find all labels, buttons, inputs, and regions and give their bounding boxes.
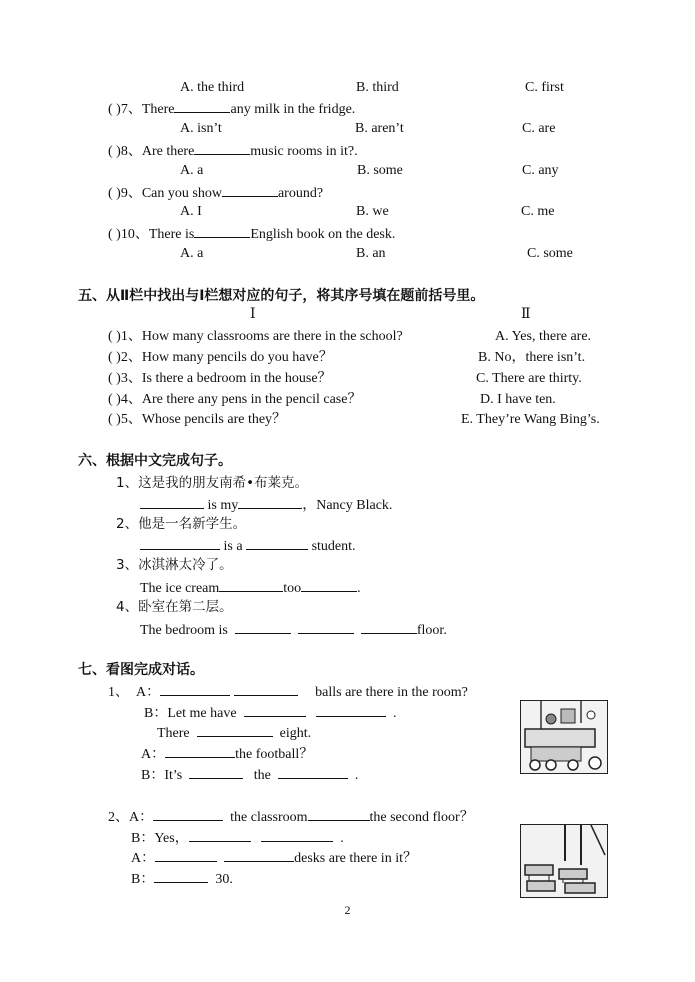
answer-blank xyxy=(155,848,217,862)
answer-blank xyxy=(234,682,298,696)
dialogue-2-line-4 xyxy=(131,869,233,889)
answer-blank xyxy=(244,703,306,717)
speaker-label: A： xyxy=(131,851,156,866)
q8-option-a: A. a xyxy=(180,163,204,178)
answer-parenthesis: ( ) xyxy=(108,227,121,242)
dialogue-1-line-3 xyxy=(157,723,311,743)
answer-parenthesis: ( ) xyxy=(108,144,121,159)
q9-option-b: B. we xyxy=(356,204,389,219)
q8-stem xyxy=(108,141,358,161)
room-with-balls-illustration xyxy=(520,700,608,774)
q8-option-c: C. any xyxy=(522,163,559,178)
q8-option-b: B. some xyxy=(357,163,403,178)
answer-blank xyxy=(197,723,273,737)
section-7-title: 七、看图完成对话。 xyxy=(78,662,204,678)
match-row-1-question xyxy=(108,328,403,346)
dialogue-text: . xyxy=(393,706,397,721)
match-row-4-question xyxy=(108,391,361,409)
match-row-5-answer: E. They’re Wang Bing’s. xyxy=(461,412,600,427)
answer-parenthesis: ( ) xyxy=(108,371,121,386)
match-row-2-question xyxy=(108,349,333,367)
match-row-1-answer: A. Yes, there are. xyxy=(495,329,592,344)
dialogue-number: 2、 xyxy=(108,810,129,825)
match-row-2-answer: B. No，there isn’t. xyxy=(478,350,586,365)
item-3-english xyxy=(140,578,361,598)
match-row-3-answer: C. There are thirty. xyxy=(476,371,582,386)
stem-text: any milk in the fridge. xyxy=(230,102,356,117)
classroom-desks-illustration xyxy=(520,824,608,898)
stem-text: Can you show xyxy=(141,186,222,201)
dialogue-text: eight. xyxy=(279,726,312,741)
q6-option-c: C. first xyxy=(525,80,564,95)
speaker-label: B： xyxy=(144,706,168,721)
answer-blank xyxy=(278,765,348,779)
dialogue-2-line-3 xyxy=(131,848,417,868)
page-number: 2 xyxy=(344,903,351,917)
answer-parenthesis: ( ) xyxy=(108,392,121,407)
answer-blank xyxy=(361,620,417,634)
answer-blank xyxy=(160,682,230,696)
dialogue-text: Let me have xyxy=(167,706,237,721)
q6-option-b: B. third xyxy=(356,80,399,95)
stem-text: music rooms in it?. xyxy=(250,144,358,159)
sentence-text: floor. xyxy=(416,623,447,638)
answer-blank xyxy=(316,703,386,717)
question-text: 2、How many pencils do you have？ xyxy=(120,350,333,365)
item-4-english xyxy=(140,620,447,640)
dialogue-1-line-4 xyxy=(141,744,313,764)
dialogue-text: the second floor？ xyxy=(369,810,474,825)
item-3-chinese: 3、冰淇淋太冷了。 xyxy=(116,557,233,573)
speaker-label: A： xyxy=(141,747,166,762)
answer-blank xyxy=(154,869,208,883)
q9-stem xyxy=(108,183,323,203)
answer-blank xyxy=(261,828,333,842)
q10-option-b: B. an xyxy=(356,246,386,261)
question-text: 4、Are there any pens in the pencil case？ xyxy=(120,392,362,407)
answer-blank xyxy=(235,620,291,634)
question-number: 9、 xyxy=(120,186,142,201)
dialogue-text: Yes， xyxy=(154,831,189,846)
answer-blank xyxy=(140,536,220,550)
sentence-text: too xyxy=(283,581,302,596)
answer-blank xyxy=(194,224,250,238)
question-number: 7、 xyxy=(120,102,142,117)
stem-text: English book on the desk. xyxy=(250,227,396,242)
stem-text: around? xyxy=(277,186,324,201)
speaker-label: B： xyxy=(131,872,155,887)
question-text: 3、Is there a bedroom in the house？ xyxy=(120,371,332,386)
dialogue-1-line-5 xyxy=(141,765,358,785)
question-text: 1、How many classrooms are there in the school? xyxy=(120,329,403,344)
q10-stem xyxy=(108,224,395,244)
section-5-title: 五、从Ⅱ栏中找出与Ⅰ栏想对应的句子，将其序号填在题前括号里。 xyxy=(78,288,485,304)
speaker-label: B： xyxy=(131,831,155,846)
answer-blank xyxy=(238,495,302,509)
dialogue-1-line-2 xyxy=(144,703,397,723)
column-2-header: Ⅱ xyxy=(521,307,531,322)
dialogue-text: the football？ xyxy=(235,747,314,762)
answer-blank xyxy=(298,620,354,634)
dialogue-2-line-2 xyxy=(131,828,344,848)
sentence-text: ，Nancy Black. xyxy=(302,498,393,513)
q7-stem xyxy=(108,99,355,119)
item-2-chinese: 2、他是一名新学生。 xyxy=(116,516,247,532)
dialogue-text: the xyxy=(253,768,271,783)
answer-blank xyxy=(308,807,370,821)
item-4-chinese: 4、卧室在第二层。 xyxy=(116,599,233,615)
answer-blank xyxy=(222,183,278,197)
q7-option-a: A. isn’t xyxy=(180,121,222,136)
dialogue-text: . xyxy=(340,831,344,846)
dialogue-text: It’s xyxy=(164,768,183,783)
match-row-5-question xyxy=(108,411,286,429)
answer-parenthesis: ( ) xyxy=(108,412,121,427)
dialogue-text: 30. xyxy=(215,872,233,887)
answer-blank xyxy=(189,828,251,842)
dialogue-text: the classroom xyxy=(230,810,308,825)
q10-option-a: A. a xyxy=(180,246,204,261)
answer-blank xyxy=(246,536,308,550)
answer-blank xyxy=(194,141,250,155)
answer-blank xyxy=(140,495,204,509)
answer-blank xyxy=(165,744,235,758)
section-6-title: 六、根据中文完成句子。 xyxy=(78,453,232,469)
question-number: 8、 xyxy=(120,144,142,159)
sentence-text: is a xyxy=(223,539,243,554)
answer-parenthesis: ( ) xyxy=(108,102,121,117)
q7-option-c: C. are xyxy=(522,121,556,136)
stem-text: Are there xyxy=(141,144,195,159)
answer-parenthesis: ( ) xyxy=(108,329,121,344)
answer-blank xyxy=(189,765,243,779)
answer-blank xyxy=(153,807,223,821)
speaker-label: A： xyxy=(129,810,154,825)
answer-blank xyxy=(174,99,230,113)
sentence-text: student. xyxy=(311,539,356,554)
q9-option-a: A. I xyxy=(180,204,202,219)
dialogue-text: desks are there in it？ xyxy=(294,851,417,866)
sentence-text: The ice cream xyxy=(140,581,220,596)
dialogue-number: 1、 xyxy=(108,685,129,700)
sentence-text: is my xyxy=(207,498,239,513)
column-1-header: Ⅰ xyxy=(250,307,256,322)
speaker-label: A： xyxy=(136,685,161,700)
answer-blank xyxy=(219,578,283,592)
dialogue-text: . xyxy=(354,768,359,783)
stem-text: There is xyxy=(148,227,195,242)
q7-option-b: B. aren’t xyxy=(355,121,404,136)
question-number: 10、 xyxy=(120,227,149,242)
sentence-text: . xyxy=(357,581,361,596)
dialogue-1-line-1 xyxy=(108,682,468,702)
item-1-chinese: 1、这是我的朋友南希•布莱克。 xyxy=(116,475,309,491)
item-2-english xyxy=(140,536,356,556)
q10-option-c: C. some xyxy=(527,246,573,261)
speaker-label: B： xyxy=(141,768,165,783)
match-row-4-answer: D. I have ten. xyxy=(480,392,556,407)
answer-parenthesis: ( ) xyxy=(108,186,121,201)
item-1-english xyxy=(140,495,392,515)
answer-blank xyxy=(301,578,357,592)
q9-option-c: C. me xyxy=(521,204,555,219)
sentence-text: The bedroom is xyxy=(140,623,228,638)
match-row-3-question xyxy=(108,370,332,388)
stem-text: There xyxy=(141,102,175,117)
dialogue-text: balls are there in the room? xyxy=(315,685,468,700)
answer-blank xyxy=(224,848,294,862)
dialogue-2-line-1 xyxy=(108,807,474,827)
dialogue-text: There xyxy=(157,726,190,741)
q6-option-a: A. the third xyxy=(180,80,245,95)
answer-parenthesis: ( ) xyxy=(108,350,121,365)
question-text: 5、Whose pencils are they？ xyxy=(120,412,287,427)
